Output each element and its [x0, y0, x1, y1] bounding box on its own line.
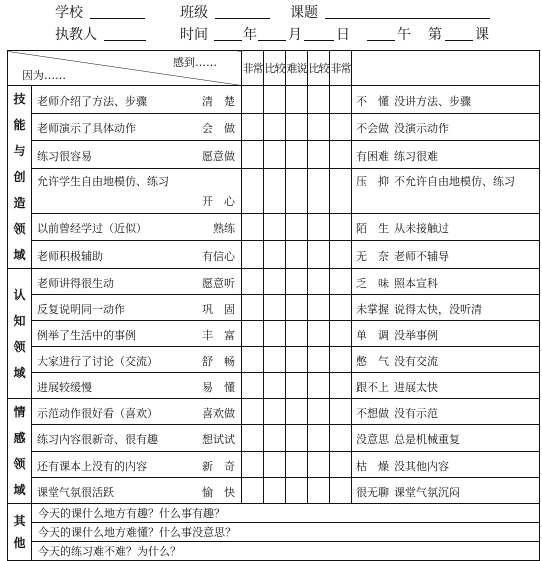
positive-reason: 进展较缓慢 [37, 381, 92, 394]
positive-cell [32, 399, 242, 425]
corner-cell [8, 51, 242, 86]
rating-cell-4[interactable] [308, 425, 330, 451]
negative-cell [352, 477, 540, 503]
section-label-char: 域 [13, 248, 26, 262]
school-blank[interactable] [90, 18, 145, 19]
section-label-char: 域 [13, 365, 26, 380]
positive-feeling: 想试试 [202, 433, 235, 447]
positive-feeling: 清 楚 [202, 94, 235, 108]
negative-reason: 课堂气氛沉闷 [394, 485, 460, 499]
rating-cell-2[interactable] [264, 86, 286, 114]
rating-cell-4[interactable] [308, 451, 330, 477]
day-blank[interactable] [304, 40, 334, 41]
rating-cell-1[interactable] [242, 399, 264, 425]
negative-reason: 老师不辅导 [394, 250, 449, 264]
rating-cell-3[interactable] [286, 347, 308, 373]
negative-reason: 没有示范 [394, 407, 438, 421]
negative-feeling: 憋 气 [356, 355, 389, 368]
rating-cell-2[interactable] [264, 425, 286, 451]
rating-cell-5[interactable] [330, 451, 352, 477]
section-label-char: 领 [13, 339, 26, 354]
degree-header-3: 难说 [286, 51, 308, 86]
rating-cell-1[interactable] [242, 425, 264, 451]
noon-label: 午 [397, 27, 411, 43]
negative-cell [352, 241, 540, 269]
rating-cell-4[interactable] [308, 269, 330, 295]
positive-cell [32, 86, 242, 114]
negative-cell [352, 347, 540, 373]
negative-cell [352, 86, 540, 114]
rating-cell-1[interactable] [242, 373, 264, 399]
negative-feeling: 压 抑 [356, 175, 389, 189]
negative-feeling: 没意思 [356, 433, 389, 447]
other-row [8, 523, 540, 542]
positive-feeling: 会 做 [202, 122, 235, 136]
degree-header-2: 比较 [264, 51, 286, 86]
lesson-label: 课 [475, 27, 489, 43]
negative-feeling: 有困难 [356, 150, 389, 164]
section-label-char: 领 [13, 457, 26, 471]
positive-feeling: 熟练 [213, 222, 235, 236]
rating-cell-3[interactable] [286, 373, 308, 399]
negative-feeling: 无 奈 [356, 250, 389, 264]
degree-header-1: 非常 [242, 51, 264, 86]
section-label-char: 领 [13, 222, 26, 236]
section-label [8, 504, 32, 561]
positive-cell [32, 141, 242, 169]
header-line-2 [0, 22, 542, 44]
table-header-row [8, 51, 540, 86]
positive-feeling: 喜欢做 [202, 407, 235, 421]
positive-reason: 例举了生活中的事例 [37, 329, 136, 342]
section-label [8, 399, 32, 504]
rating-cell-3[interactable] [286, 213, 308, 241]
rating-cell-3[interactable] [286, 241, 308, 269]
positive-reason: 允许学生自由地模仿、练习 [37, 175, 169, 189]
rating-cell-1[interactable] [242, 269, 264, 295]
positive-cell [32, 373, 242, 399]
positive-feeling: 新 奇 [202, 459, 235, 473]
table-row [8, 295, 540, 321]
class-blank[interactable] [215, 18, 270, 19]
rating-cell-4[interactable] [308, 477, 330, 503]
positive-reason: 练习内容很新奇、很有趣 [37, 433, 158, 447]
rating-cell-2[interactable] [264, 399, 286, 425]
rating-cell-5[interactable] [330, 269, 352, 295]
section-label [8, 269, 32, 399]
negative-cell [352, 373, 540, 399]
rating-cell-2[interactable] [264, 113, 286, 141]
other-question-text: 今天的课什么地方难懂？什么事没意思？ [38, 526, 236, 539]
negative-cell [352, 425, 540, 451]
table-row [8, 269, 540, 295]
table-row [8, 373, 540, 399]
header-line-1 [0, 0, 542, 22]
rating-cell-3[interactable] [286, 321, 308, 347]
table-row [8, 213, 540, 241]
year-label: 年 [243, 27, 257, 43]
negative-feeling: 陌 生 [356, 222, 389, 236]
rating-cell-3[interactable] [286, 168, 308, 213]
school-label: 学校 [55, 5, 83, 21]
negative-reason: 进展太快 [394, 381, 438, 394]
teacher-label: 执教人 [55, 27, 97, 43]
rating-cell-3[interactable] [286, 399, 308, 425]
rating-cell-3[interactable] [286, 425, 308, 451]
topic-label: 课题 [290, 5, 318, 21]
rating-cell-4[interactable] [308, 295, 330, 321]
positive-reason: 以前曾经学过（近似） [37, 222, 147, 236]
rating-cell-3[interactable] [286, 113, 308, 141]
rating-cell-2[interactable] [264, 269, 286, 295]
table-row [8, 86, 540, 114]
rating-cell-4[interactable] [308, 321, 330, 347]
evaluation-table [7, 50, 540, 561]
negative-feeling: 很无聊 [356, 485, 389, 499]
positive-cell [32, 477, 242, 503]
negative-feeling: 不会做 [356, 122, 389, 136]
rating-cell-2[interactable] [264, 347, 286, 373]
rating-cell-1[interactable] [242, 295, 264, 321]
negative-reason: 没演示动作 [394, 122, 449, 136]
positive-reason: 大家进行了讨论（交流） [37, 355, 158, 368]
positive-feeling: 愉 快 [202, 485, 235, 499]
negative-reason: 没举事例 [394, 329, 438, 342]
rating-cell-4[interactable] [308, 347, 330, 373]
rating-cell-4[interactable] [308, 113, 330, 141]
other-row [8, 504, 540, 523]
negative-feeling: 乏 味 [356, 277, 389, 290]
table-row [8, 113, 540, 141]
positive-cell [32, 241, 242, 269]
positive-reason: 老师介绍了方法、步骤 [37, 94, 147, 108]
negative-reason: 总是机械重复 [394, 433, 460, 447]
rating-cell-4[interactable] [308, 86, 330, 114]
degree-header-5: 非常 [330, 51, 352, 86]
negative-feeling: 枯 燥 [356, 459, 389, 473]
table-row [8, 425, 540, 451]
table-row [8, 347, 540, 373]
rating-cell-2[interactable] [264, 141, 286, 169]
negative-feeling: 不想做 [356, 407, 389, 421]
rating-cell-5[interactable] [330, 213, 352, 241]
section-label-char: 能 [13, 118, 26, 132]
positive-reason: 反复说明同一动作 [37, 303, 125, 316]
lesson-number-blank[interactable] [445, 40, 473, 41]
rating-cell-1[interactable] [242, 213, 264, 241]
positive-feeling: 巩 固 [202, 303, 235, 316]
teacher-blank[interactable] [104, 40, 146, 41]
positive-cell [32, 451, 242, 477]
rating-cell-2[interactable] [264, 373, 286, 399]
rating-cell-2[interactable] [264, 477, 286, 503]
section-label-char: 认 [13, 287, 26, 302]
negative-cell [352, 141, 540, 169]
rating-cell-3[interactable] [286, 269, 308, 295]
month-blank[interactable] [258, 40, 286, 41]
rating-cell-5[interactable] [330, 141, 352, 169]
other-question[interactable] [32, 542, 540, 561]
section-label-char: 与 [13, 144, 26, 158]
rating-cell-3[interactable] [286, 477, 308, 503]
rating-cell-2[interactable] [264, 213, 286, 241]
section-label-char: 域 [13, 483, 26, 497]
degree-header-4: 比较 [308, 51, 330, 86]
section-label-char: 技 [13, 92, 26, 106]
table-row [8, 451, 540, 477]
positive-reason: 还有课本上没有的内容 [37, 459, 147, 473]
other-question[interactable] [32, 504, 540, 523]
rating-cell-5[interactable] [330, 168, 352, 213]
negative-cell [352, 451, 540, 477]
section-label-char: 感 [13, 431, 26, 445]
negative-reason: 照本宣科 [394, 277, 438, 290]
rating-cell-4[interactable] [308, 399, 330, 425]
table-row [8, 241, 540, 269]
positive-cell [32, 213, 242, 241]
section-label [8, 86, 32, 269]
table-row [8, 321, 540, 347]
noon-blank[interactable] [367, 40, 395, 41]
ordinal-label: 第 [428, 27, 442, 43]
rating-cell-2[interactable] [264, 168, 286, 213]
rating-cell-5[interactable] [330, 373, 352, 399]
rating-cell-4[interactable] [308, 168, 330, 213]
negative-reason: 练习很难 [394, 150, 438, 164]
rating-cell-3[interactable] [286, 451, 308, 477]
positive-feeling: 愿意做 [202, 150, 235, 164]
other-question-text: 今天的练习难不难？为什么？ [38, 545, 181, 558]
section-label-char: 造 [13, 196, 26, 210]
table-row [8, 141, 540, 169]
rating-cell-5[interactable] [330, 425, 352, 451]
positive-feeling: 丰 富 [202, 329, 235, 342]
rating-cell-3[interactable] [286, 295, 308, 321]
negative-cell [352, 113, 540, 141]
negative-header-cell [352, 51, 540, 86]
rating-cell-1[interactable] [242, 168, 264, 213]
positive-cell [32, 347, 242, 373]
rating-cell-5[interactable] [330, 295, 352, 321]
positive-cell [32, 295, 242, 321]
positive-feeling: 有信心 [202, 250, 235, 264]
month-label: 月 [288, 27, 302, 43]
class-label: 班级 [180, 5, 208, 21]
table-body [8, 51, 540, 561]
rating-cell-3[interactable] [286, 86, 308, 114]
table-row [8, 399, 540, 425]
other-question-text: 今天的课什么地方有趣？什么事有趣？ [38, 507, 225, 520]
positive-cell [32, 321, 242, 347]
section-label-char: 情 [13, 405, 26, 419]
rating-cell-1[interactable] [242, 113, 264, 141]
negative-feeling: 单 调 [356, 329, 389, 342]
positive-reason: 老师讲得很生动 [37, 277, 114, 290]
negative-cell [352, 399, 540, 425]
section-label-char: 知 [13, 313, 26, 328]
rating-cell-2[interactable] [264, 241, 286, 269]
negative-reason: 没讲方法、步骤 [394, 94, 471, 108]
rating-cell-1[interactable] [242, 347, 264, 373]
negative-reason: 没其他内容 [394, 459, 449, 473]
negative-feeling: 跟不上 [356, 381, 389, 394]
topic-blank[interactable] [325, 18, 490, 19]
rating-cell-1[interactable] [242, 241, 264, 269]
other-row [8, 542, 540, 561]
negative-reason: 没有交流 [394, 355, 438, 368]
day-label: 日 [336, 27, 350, 43]
rating-cell-1[interactable] [242, 451, 264, 477]
rating-cell-2[interactable] [264, 321, 286, 347]
year-blank[interactable] [214, 40, 242, 41]
section-label-char: 创 [13, 170, 26, 184]
section-label-char: 其 [13, 514, 26, 528]
negative-feeling: 未掌握 [356, 303, 389, 316]
negative-reason: 说得太快，没听清 [394, 303, 482, 316]
positive-feeling: 易 懂 [202, 381, 235, 394]
section-label-char: 他 [13, 536, 26, 550]
positive-reason: 示范动作很好看（喜欢） [37, 407, 158, 421]
rating-cell-5[interactable] [330, 477, 352, 503]
table-row [8, 477, 540, 503]
rating-cell-5[interactable] [330, 86, 352, 114]
positive-reason: 练习很容易 [37, 150, 92, 164]
positive-cell [32, 425, 242, 451]
positive-reason: 老师积极辅助 [37, 250, 103, 264]
negative-reason: 不允许自由地模仿、练习 [394, 175, 515, 189]
negative-cell [352, 321, 540, 347]
rating-cell-4[interactable] [308, 141, 330, 169]
rating-cell-5[interactable] [330, 347, 352, 373]
positive-feeling: 舒 畅 [202, 355, 235, 368]
rating-cell-5[interactable] [330, 241, 352, 269]
rating-cell-1[interactable] [242, 141, 264, 169]
negative-cell [352, 295, 540, 321]
positive-feeling: 开 心 [202, 195, 235, 209]
rating-cell-5[interactable] [330, 113, 352, 141]
time-label: 时间 [180, 27, 208, 43]
rating-cell-1[interactable] [242, 321, 264, 347]
positive-cell [32, 269, 242, 295]
corner-bottom-label: 因为…… [22, 69, 66, 82]
positive-reason: 课堂气氛很活跃 [37, 485, 114, 499]
rating-cell-1[interactable] [242, 477, 264, 503]
table-row [8, 168, 540, 213]
negative-cell [352, 269, 540, 295]
rating-cell-4[interactable] [308, 213, 330, 241]
rating-cell-4[interactable] [308, 373, 330, 399]
negative-reason: 从未接触过 [394, 222, 449, 236]
negative-feeling: 不 懂 [356, 94, 389, 108]
rating-cell-4[interactable] [308, 241, 330, 269]
rating-cell-1[interactable] [242, 86, 264, 114]
rating-cell-2[interactable] [264, 295, 286, 321]
negative-cell [352, 213, 540, 241]
rating-cell-5[interactable] [330, 321, 352, 347]
negative-cell [352, 168, 540, 213]
positive-cell [32, 113, 242, 141]
rating-cell-5[interactable] [330, 399, 352, 425]
other-question[interactable] [32, 523, 540, 542]
positive-reason: 老师演示了具体动作 [37, 122, 136, 136]
rating-cell-2[interactable] [264, 451, 286, 477]
positive-cell [32, 168, 242, 213]
corner-top-label: 感到…… [173, 56, 217, 69]
rating-cell-3[interactable] [286, 141, 308, 169]
positive-feeling: 愿意听 [202, 277, 235, 290]
